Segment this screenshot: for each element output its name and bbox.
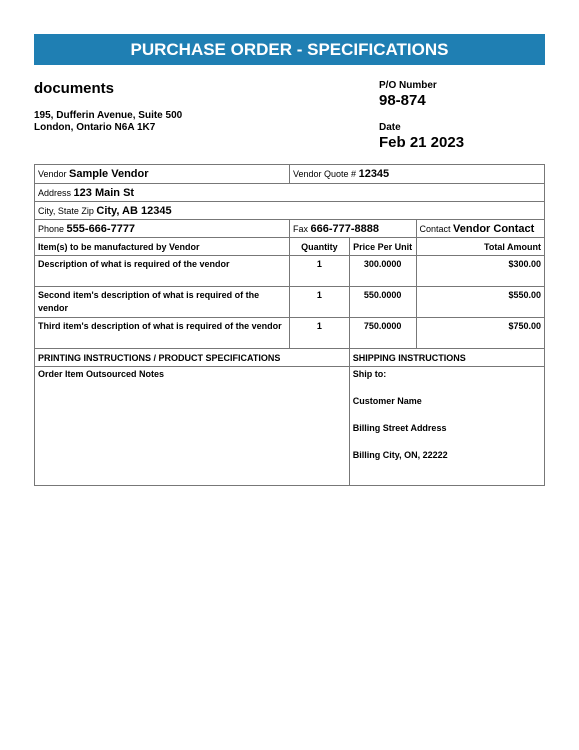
- item-quantity: 1: [289, 287, 349, 317]
- shipping-details: [349, 367, 544, 485]
- vendor-contact: Vendor Contact: [453, 223, 535, 235]
- city-label: City, State Zip: [38, 206, 94, 216]
- header-price: Price Per Unit: [349, 238, 416, 255]
- company-address: [34, 110, 182, 134]
- vendor-quote-cell: [289, 165, 544, 183]
- address-row: [35, 183, 544, 201]
- instructions-body-row: [35, 366, 544, 485]
- company-address-line2: London, Ontario N6A 1K7: [34, 122, 156, 133]
- item-total: $750.00: [416, 318, 545, 348]
- vendor-row: [35, 165, 544, 183]
- item-description: Description of what is required of the vendor: [38, 259, 230, 269]
- vendor-fax: 666-777-8888: [310, 223, 380, 235]
- vendor-quote-label: Vendor Quote #: [293, 169, 357, 179]
- order-meta: [379, 80, 464, 151]
- document-title-banner: [34, 34, 545, 65]
- fax-cell: [289, 220, 416, 237]
- item-description: Second item's description of what is required of the vendor: [38, 290, 260, 313]
- vendor-name: Sample Vendor: [69, 168, 149, 180]
- printing-notes: Order Item Outsourced Notes: [38, 369, 165, 379]
- instructions-header-row: [35, 348, 544, 366]
- table-row: [35, 317, 544, 348]
- po-number-value: 98-874: [379, 92, 426, 109]
- item-price: 300.0000: [349, 256, 416, 286]
- header-total: Total Amount: [416, 238, 545, 255]
- contact-cell: [416, 220, 545, 237]
- items-header-row: [35, 237, 544, 255]
- printing-instructions-header: PRINTING INSTRUCTIONS / PRODUCT SPECIFICATIONS: [38, 353, 281, 363]
- address-label: Address: [38, 188, 72, 198]
- vendor-cell: [35, 165, 289, 183]
- item-total: $550.00: [416, 287, 545, 317]
- item-description: Third item's description of what is required of the vendor: [38, 321, 282, 331]
- item-price: 550.0000: [349, 287, 416, 317]
- vendor-city: City, AB 12345: [96, 205, 172, 217]
- item-price: 750.0000: [349, 318, 416, 348]
- header-quantity: Quantity: [289, 238, 349, 255]
- phone-label: Phone: [38, 224, 65, 234]
- item-quantity: 1: [289, 256, 349, 286]
- item-total: $300.00: [416, 256, 545, 286]
- ship-customer-name: Customer Name: [352, 396, 422, 406]
- phone-cell: [35, 220, 289, 237]
- ship-street-address: Billing Street Address: [352, 423, 447, 433]
- document-title: PURCHASE ORDER - SPECIFICATIONS: [130, 40, 449, 59]
- header-description: Item(s) to be manufactured by Vendor: [38, 242, 200, 252]
- fax-label: Fax: [292, 224, 308, 234]
- po-number-label: P/O Number: [379, 80, 437, 91]
- company-address-line1: 195, Dufferin Avenue, Suite 500: [34, 110, 183, 121]
- ship-city: Billing City, ON, 22222: [352, 450, 448, 460]
- ship-to-label: Ship to:: [352, 369, 387, 379]
- city-row: [35, 201, 544, 219]
- date-value: Feb 21 2023: [379, 134, 465, 151]
- shipping-instructions-header: SHIPPING INSTRUCTIONS: [349, 349, 544, 366]
- vendor-phone: 555-666-7777: [66, 223, 136, 235]
- table-row: [35, 286, 544, 317]
- vendor-address: 123 Main St: [73, 187, 135, 199]
- purchase-order-form: [34, 164, 545, 486]
- address-cell: [35, 184, 544, 201]
- vendor-label: Vendor: [38, 169, 67, 179]
- phone-row: [35, 219, 544, 237]
- company-name: documents: [34, 80, 115, 97]
- date-label: Date: [379, 122, 401, 133]
- item-quantity: 1: [289, 318, 349, 348]
- city-cell: [35, 202, 544, 219]
- contact-label: Contact: [419, 224, 451, 234]
- table-row: [35, 255, 544, 286]
- vendor-quote-number: 12345: [358, 168, 390, 180]
- company-block: [34, 80, 182, 134]
